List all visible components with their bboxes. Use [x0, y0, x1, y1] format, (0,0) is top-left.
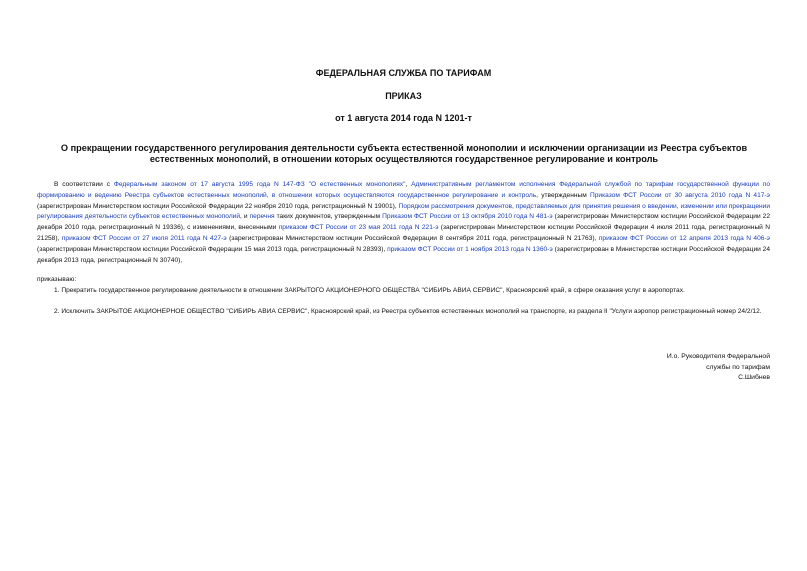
preamble-text: (зарегистрирован Министерством юстиции Российской Федерации 8 сентября 2011 года, регистрационный N 21763),: [226, 234, 599, 242]
preamble-text: (зарегистрирован Министерством юстиции Российской Федерации 4 июля 2011 года, регистрационный N 21258),: [37, 224, 770, 242]
preamble-text: (зарегистрирован Министерством юстиции Российской Федерации 22 декабря 2010 года, регистрационный N 19336), с изменениями, внесенными: [37, 213, 771, 232]
signature-line-name: С.Шибнев: [738, 374, 770, 382]
order-481-link[interactable]: Приказом ФСТ России от 13 октября 2010 года N 481-э: [382, 213, 553, 221]
preamble-text: , утвержденным: [536, 191, 590, 199]
signature-block: [560, 352, 770, 384]
signature-line-position: И.о. Руководителя Федеральной: [666, 353, 770, 360]
preamble-text: (зарегистрирован в Министерстве юстиции Российской Федерации 24 декабря 2013 года, регистрационный N 30740),: [37, 245, 771, 264]
agency-heading: ФЕДЕРАЛЬНАЯ СЛУЖБА ПО ТАРИФАМ: [315, 68, 492, 78]
order-word: приказываю:: [37, 276, 77, 283]
preamble-text: (зарегистрирован Министерством юстиции Российской Федерации 22 ноября 2010 года, регистрационный N 19001),: [37, 202, 399, 210]
order-427-link[interactable]: приказом ФСТ России от 27 июля 2011 года N 427-э: [61, 234, 227, 242]
doc-type-heading: ПРИКАЗ: [385, 91, 422, 101]
order-417-link[interactable]: Приказом ФСТ России от 30 августа 2010 года N 417-э: [589, 191, 770, 199]
procedure-link[interactable]: Порядком рассмотрения документов, представляемых для принятия решения о введении, изменении или прекращении регулирования деятельности субъектов естественных монополий: [37, 202, 771, 221]
preamble-text: , и: [240, 213, 250, 221]
preamble-text: таких документов, утвержденным: [274, 213, 383, 221]
signature-line-agency: службы по тарифам: [706, 363, 770, 371]
order-1360-link[interactable]: приказом ФСТ России от 1 ноября 2013 года N 1360-э: [387, 245, 553, 253]
admin-regulation-link[interactable]: Административным регламентом исполнения Федеральной службой по тарифам государственной функции по формированию и ведению Реестра субъектов естественных монополий, в отношении которых осуществляются государственное регулирование и контроль: [37, 181, 771, 199]
list-link[interactable]: перечня: [249, 213, 275, 221]
document-title: О прекращении государственного регулирования деятельности субъекта естественной монополии и исключении организации из Реестра субъектов естественных монополий, в отношении которых осуществляются государственное регулирование и контроль: [60, 143, 748, 164]
order-item-1: 1. Прекратить государственное регулирование деятельности в отношении ЗАКРЫТОГО АКЦИОНЕРНОГО ОБЩЕСТВА "СИБИРЬ АВИА СЕРВИС", Красноярский край, в сфере оказания услуг в аэропортах.: [54, 287, 685, 294]
order-406-link[interactable]: приказом ФСТ России от 12 апреля 2013 года N 406-э: [598, 234, 770, 242]
order-item-2: 2. Исключить ЗАКРЫТОЕ АКЦИОНЕРНОЕ ОБЩЕСТВО "СИБИРЬ АВИА СЕРВИС", Красноярский край, из Реестра субъектов естественных монополий на транспорте, из раздела II "Услуги аэропор регистрационный номер 24/2/12.: [54, 308, 762, 315]
doc-date-number: от 1 августа 2014 года N 1201-т: [335, 113, 472, 123]
order-221-link[interactable]: приказом ФСТ России от 23 мая 2011 года N 221-э: [278, 224, 439, 232]
preamble-text: (зарегистрирован Министерством юстиции Российской Федерации 15 мая 2013 года, регистрационный N 28393),: [37, 245, 388, 253]
preamble-text: ,: [405, 181, 412, 188]
preamble-text: В соответствии с: [54, 181, 114, 188]
federal-law-link[interactable]: Федеральным законом от 17 августа 1995 года N 147-ФЗ "О естественных монополиях": [113, 181, 406, 188]
preamble-paragraph: [37, 180, 770, 266]
